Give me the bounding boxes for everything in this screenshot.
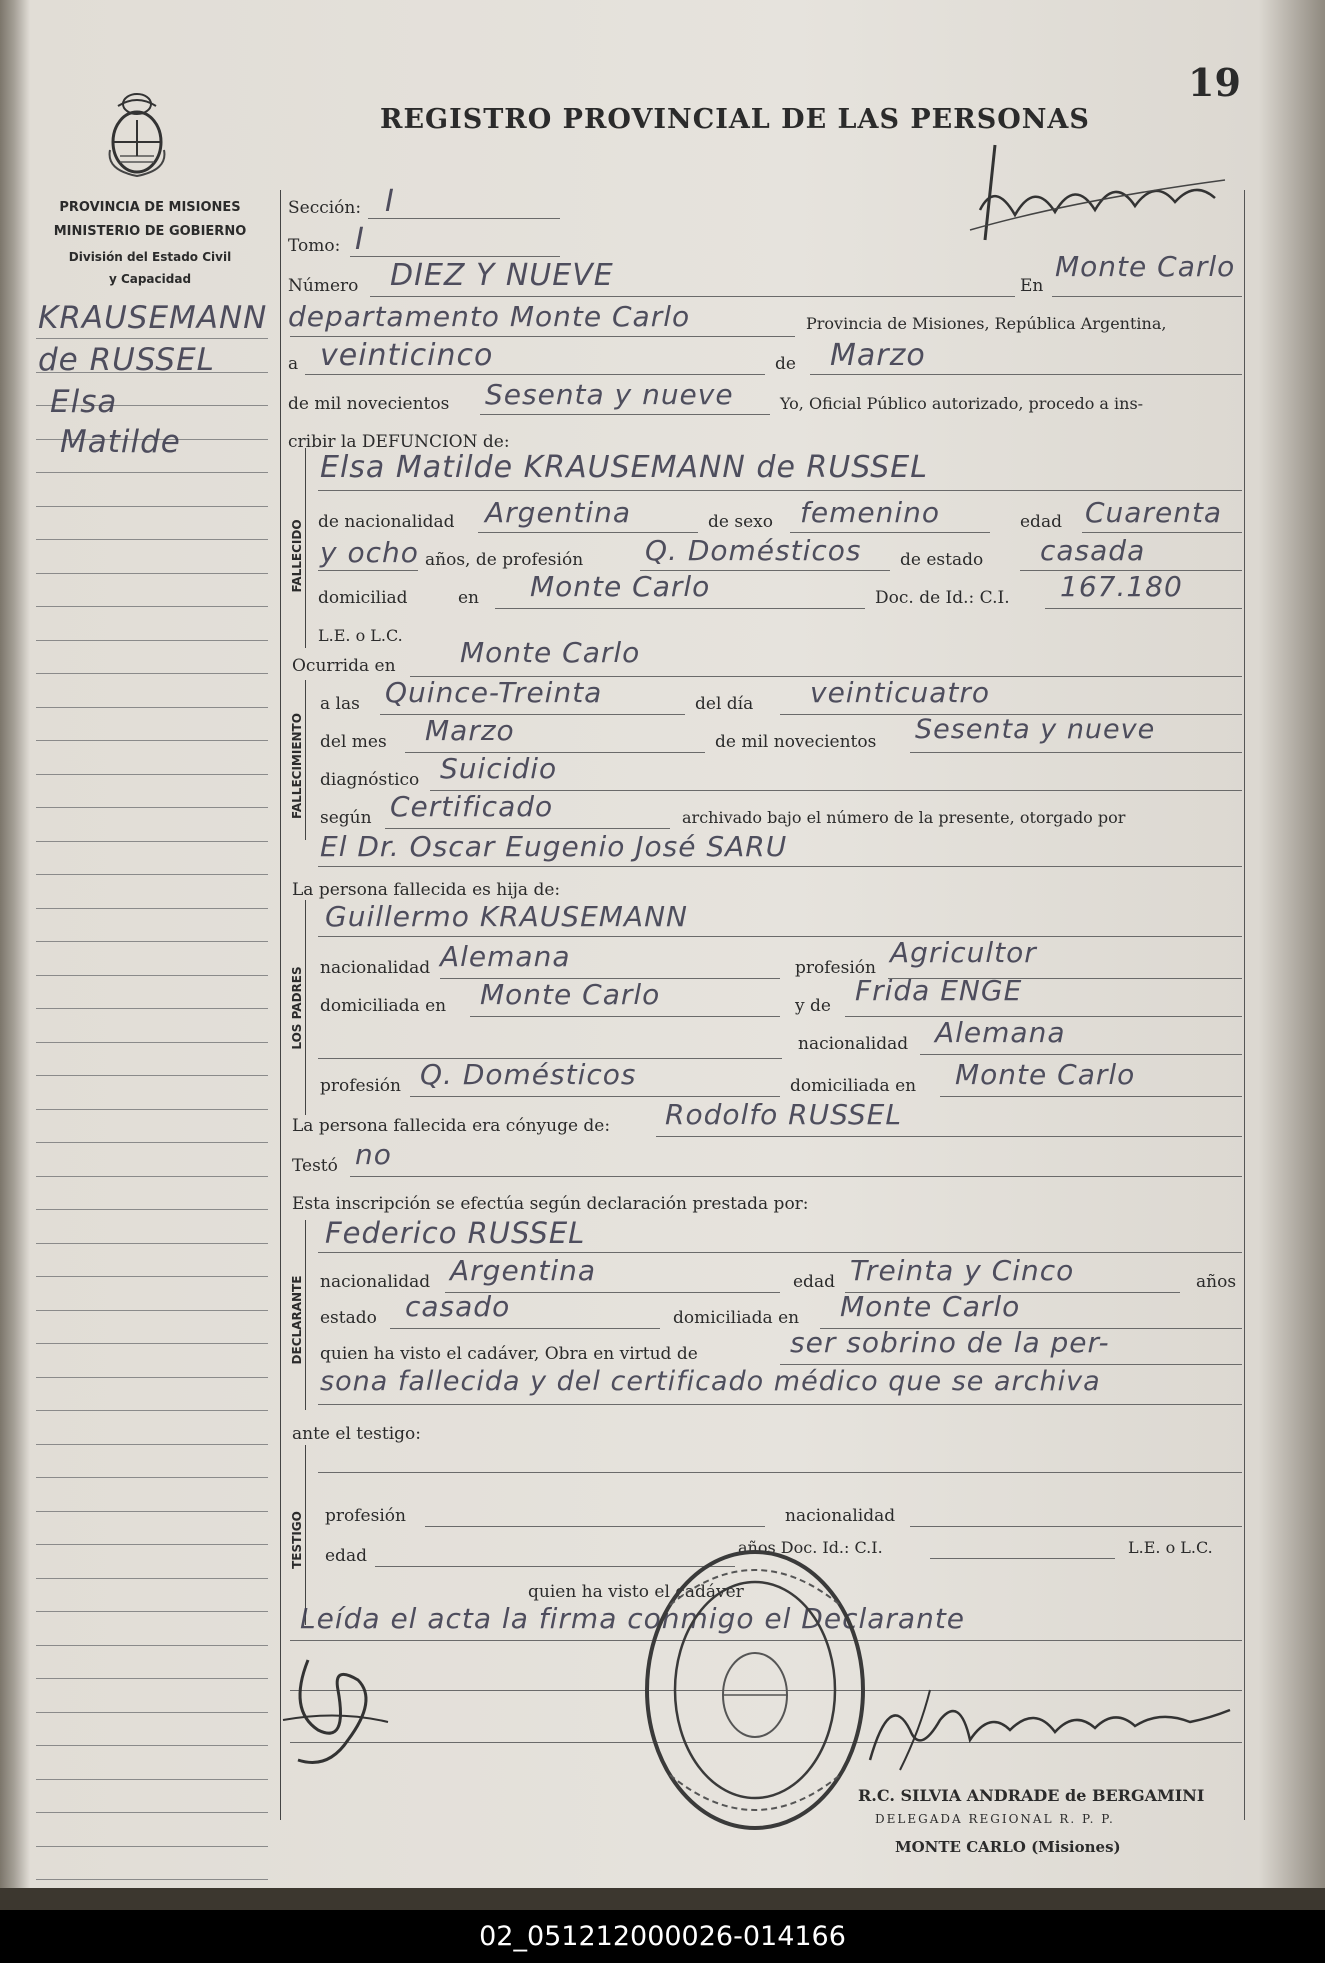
- ci-testigo-rule: [930, 1558, 1115, 1559]
- margin-rule: [36, 807, 268, 808]
- margin-rule: [36, 1544, 268, 1545]
- diagnostico-value: Suicidio: [440, 752, 558, 785]
- cribir-label: cribir la DEFUNCION de:: [288, 432, 510, 452]
- left-header-line3: División del Estado Civil: [68, 250, 232, 264]
- mes-value: Marzo: [830, 338, 926, 373]
- margin-rule: [36, 1678, 268, 1679]
- seccion-value: I: [385, 184, 395, 219]
- margin-rule: [36, 1477, 268, 1478]
- margin-name-line3: Elsa: [50, 384, 118, 420]
- margin-rule: [36, 707, 268, 708]
- margin-rule: [36, 975, 268, 976]
- segun-rule: [385, 828, 670, 829]
- hora-value: Quince-Treinta: [385, 676, 603, 709]
- estado-decl-label: estado: [320, 1308, 377, 1328]
- page-number: 19: [1188, 60, 1241, 105]
- margin-rule: [36, 1712, 268, 1713]
- declarante-rule: [318, 1252, 1242, 1253]
- domiciliad-label: domiciliad: [318, 588, 408, 608]
- conyuge-value: Rodolfo RUSSEL: [665, 1098, 902, 1131]
- obra2-value: sona fallecida y del certificado médico que se archiva: [320, 1366, 1101, 1397]
- madre-value: Frida ENGE: [855, 974, 1023, 1007]
- margin-rule: [36, 1645, 268, 1646]
- margin-rule: [36, 874, 268, 875]
- edad-testigo-label: edad: [325, 1546, 367, 1566]
- de-label: de: [775, 354, 796, 374]
- medico-rule: [318, 866, 1242, 867]
- le-lc-label: L.E. o L.C.: [318, 626, 403, 645]
- del-mes-label: del mes: [320, 732, 387, 752]
- profesion-value: Q. Domésticos: [645, 534, 862, 567]
- edad2-value: y ocho: [320, 536, 419, 569]
- en-value: Monte Carlo: [1055, 250, 1236, 283]
- official-signature-icon: [860, 1670, 1240, 1780]
- edad-label: edad: [1020, 512, 1062, 532]
- dia-fallec-value: veinticuatro: [810, 676, 990, 709]
- registrar-signature-icon: [955, 140, 1235, 250]
- seccion-rule: [368, 218, 560, 219]
- margin-rule: [36, 1243, 268, 1244]
- numero-value: DIEZ Y NUEVE: [390, 258, 614, 293]
- profesion-padre-label: profesión: [795, 958, 876, 978]
- edad2-rule: [318, 570, 418, 571]
- margin-rule: [36, 1310, 268, 1311]
- domiciliada-madre-label: domiciliada en: [790, 1076, 917, 1096]
- nacionalidad-value: Argentina: [485, 496, 632, 529]
- profesion-madre-rule: [410, 1096, 780, 1097]
- official-role: DELEGADA REGIONAL R. P. P.: [875, 1812, 1115, 1826]
- anio-rule: [480, 414, 770, 415]
- testigo-label: TESTIGO: [290, 1511, 304, 1569]
- left-header-line1: PROVINCIA DE MISIONES: [59, 200, 241, 215]
- conyuge-label: La persona fallecida era cónyuge de:: [292, 1116, 611, 1136]
- sexo-value: femenino: [800, 496, 940, 529]
- column-divider: [280, 190, 281, 1820]
- obra2-rule: [318, 1404, 1242, 1405]
- decl-dom-value: Monte Carlo: [840, 1290, 1021, 1323]
- fallecida-name-rule: [318, 490, 1242, 491]
- leida-value: Leída el acta la firma conmigo el Declarante: [300, 1602, 966, 1635]
- ocurrida-label: Ocurrida en: [292, 656, 396, 676]
- mes-rule: [810, 374, 1242, 375]
- declarante-value: Federico RUSSEL: [325, 1216, 586, 1250]
- madre-prof-value: Q. Domésticos: [420, 1058, 637, 1091]
- anos-profesion-label: años, de profesión: [425, 550, 584, 570]
- conyuge-rule: [656, 1136, 1242, 1137]
- margin-rule: [36, 506, 268, 507]
- de-nacionalidad-label: de nacionalidad: [318, 512, 455, 532]
- official-stamp-icon: [640, 1545, 870, 1835]
- provincia-label: Provincia de Misiones, República Argentina,: [806, 314, 1167, 333]
- madre-nac-value: Alemana: [935, 1016, 1066, 1049]
- margin-rule: [36, 573, 268, 574]
- decl-nac-value: Argentina: [450, 1254, 597, 1287]
- tomo-label: Tomo:: [288, 236, 341, 256]
- le-lc-testigo-label: L.E. o L.C.: [1128, 1538, 1213, 1557]
- en-label: En: [1020, 276, 1044, 296]
- margin-name-line1: KRAUSEMANN: [38, 300, 268, 336]
- margin-rule: [36, 1343, 268, 1344]
- margin-rule: [36, 1109, 268, 1110]
- domicilio-value: Monte Carlo: [530, 570, 711, 603]
- tomo-rule: [350, 256, 560, 257]
- quien-visto-label: quien ha visto el cadáver, Obra en virtud de: [320, 1344, 698, 1364]
- nacionalidad-padre-label: nacionalidad: [320, 958, 431, 978]
- tomo-value: I: [355, 222, 365, 257]
- margin-rule: [36, 1745, 268, 1746]
- padre-dom-value: Monte Carlo: [480, 978, 661, 1011]
- nacionalidad-madre-rule: [920, 1054, 1242, 1055]
- margin-rule: [36, 1276, 268, 1277]
- yo-oficial-label: Yo, Oficial Público autorizado, procedo a ins-: [780, 394, 1144, 413]
- book-edge: [0, 1888, 1325, 1910]
- left-header-line2: MINISTERIO DE GOBIERNO: [53, 224, 247, 239]
- left-header-line4: y Capacidad: [108, 272, 192, 286]
- margin-rule: [36, 1410, 268, 1411]
- margin-rule: [36, 1209, 268, 1210]
- ocurrida-value: Monte Carlo: [460, 636, 641, 669]
- anos-doc-label: años Doc. Id.: C.I.: [738, 1538, 883, 1557]
- declarante-label: DECLARANTE: [290, 1275, 304, 1365]
- ante-testigo-label: ante el testigo:: [292, 1424, 422, 1444]
- margin-rule: [36, 908, 268, 909]
- margin-rule: [36, 1377, 268, 1378]
- fallecida-name-value: Elsa Matilde KRAUSEMANN de RUSSEL: [320, 450, 928, 485]
- archivado-label: archivado bajo el número de la presente, otorgado por: [682, 808, 1126, 827]
- profesion-testigo-rule: [425, 1526, 765, 1527]
- obra-rule: [780, 1364, 1242, 1365]
- margin-rule: [36, 472, 268, 473]
- doc-id-label: Doc. de Id.: C.I.: [875, 588, 1010, 608]
- testo-rule: [350, 1176, 1242, 1177]
- numero-rule: [370, 296, 1015, 297]
- domicilio-rule: [495, 608, 865, 609]
- margin-rule: [36, 841, 268, 842]
- right-border: [1244, 190, 1245, 1820]
- margin-rule: [36, 1779, 268, 1780]
- nacionalidad-decl-label: nacionalidad: [320, 1272, 431, 1292]
- nacionalidad-testigo-rule: [910, 1526, 1242, 1527]
- margin-rule: [36, 1611, 268, 1612]
- y-de-label: y de: [795, 996, 831, 1016]
- dia-value: veinticinco: [320, 338, 494, 373]
- a-label: a: [288, 354, 299, 374]
- profesion-madre-label: profesión: [320, 1076, 401, 1096]
- margin-rule: [36, 539, 268, 540]
- nacionalidad-madre-label: nacionalidad: [798, 1034, 909, 1054]
- anos-decl-label: años: [1196, 1272, 1237, 1292]
- segun-value: Certificado: [390, 790, 554, 823]
- dia-rule: [305, 374, 765, 375]
- diagnostico-label: diagnóstico: [320, 770, 420, 790]
- inscripcion-label: Esta inscripción se efectúa según declaración prestada por:: [292, 1194, 809, 1214]
- quien-visto2-label: quien ha visto el cadáver: [528, 1582, 744, 1602]
- padre-rule: [318, 936, 1242, 937]
- domicilio-madre-rule: [940, 1096, 1242, 1097]
- de-estado-label: de estado: [900, 550, 984, 570]
- margin-rule: [36, 1075, 268, 1076]
- margin-rule: [36, 740, 268, 741]
- domicilio-padre-rule: [470, 1016, 780, 1017]
- fallecido-label: FALLECIDO: [290, 519, 304, 593]
- decl-edad-value: Treinta y Cinco: [850, 1254, 1075, 1287]
- medico-value: El Dr. Oscar Eugenio José SARU: [320, 830, 788, 863]
- ci-rule: [1045, 608, 1242, 609]
- fallecimiento-label: FALLECIMIENTO: [290, 713, 304, 819]
- testigo-name-rule: [318, 1472, 1242, 1473]
- padres-label: LOS PADRES: [290, 966, 304, 1050]
- margin-rule: [36, 338, 268, 339]
- margin-rule: [36, 1846, 268, 1847]
- anio-fallec-rule: [910, 752, 1242, 753]
- margin-rule: [36, 1511, 268, 1512]
- coat-of-arms-icon: [106, 90, 168, 182]
- de-mil2-label: de mil novecientos: [715, 732, 877, 752]
- decl-estado-value: casado: [405, 1290, 511, 1323]
- en2-label: en: [458, 588, 480, 608]
- margin-name-line2: de RUSSEL: [38, 342, 215, 378]
- margin-rule: [36, 1444, 268, 1445]
- a-las-label: a las: [320, 694, 360, 714]
- padre-prof-value: Agricultor: [890, 936, 1037, 969]
- margin-name-line4: Matilde: [60, 424, 181, 460]
- segun-label: según: [320, 808, 372, 828]
- departamento-rule: [290, 336, 795, 337]
- official-name: R.C. SILVIA ANDRADE de BERGAMINI: [858, 1786, 1205, 1805]
- margin-rule: [36, 673, 268, 674]
- margin-rule: [36, 1578, 268, 1579]
- testo-label: Testó: [292, 1156, 338, 1176]
- del-dia-label: del día: [695, 694, 754, 714]
- page-title: REGISTRO PROVINCIAL DE LAS PERSONAS: [380, 104, 1090, 135]
- domiciliada-decl-label: domiciliada en: [673, 1308, 800, 1328]
- edad-rule: [1082, 532, 1242, 533]
- de-mil-label: de mil novecientos: [288, 394, 450, 414]
- margin-rule: [36, 1042, 268, 1043]
- profesion-testigo-label: profesión: [325, 1506, 406, 1526]
- nacionalidad-testigo-label: nacionalidad: [785, 1506, 896, 1526]
- edad-decl-label: edad: [793, 1272, 835, 1292]
- en-rule: [1052, 296, 1242, 297]
- ci-value: 167.180: [1060, 570, 1183, 603]
- margin-rule: [36, 1176, 268, 1177]
- declarant-signature-icon: [278, 1650, 398, 1780]
- hija-de-label: La persona fallecida es hija de:: [292, 880, 561, 900]
- edad-value: Cuarenta: [1085, 496, 1223, 529]
- official-place: MONTE CARLO (Misiones): [895, 1838, 1121, 1856]
- estado-value: casada: [1040, 534, 1146, 567]
- departamento-value: departamento Monte Carlo: [288, 300, 691, 333]
- sexo-rule: [790, 532, 990, 533]
- padre-value: Guillermo KRAUSEMANN: [325, 900, 688, 933]
- numero-label: Número: [288, 276, 359, 296]
- estado-decl-rule: [390, 1328, 660, 1329]
- margin-rule: [36, 1008, 268, 1009]
- margin-rule: [36, 1142, 268, 1143]
- margin-rule: [36, 1879, 268, 1880]
- margin-rule: [36, 774, 268, 775]
- padre-nac-value: Alemana: [440, 940, 571, 973]
- image-caption: 02_051212000026-014166: [0, 1910, 1325, 1963]
- anio-fallec-value: Sesenta y nueve: [915, 714, 1156, 745]
- anio-value: Sesenta y nueve: [485, 378, 734, 411]
- madre-dom-value: Monte Carlo: [955, 1058, 1136, 1091]
- de-sexo-label: de sexo: [708, 512, 773, 532]
- margin-rule: [36, 1812, 268, 1813]
- margin-rule: [36, 941, 268, 942]
- mes-fallec-value: Marzo: [425, 714, 515, 747]
- domiciliada-padre-label: domiciliada en: [320, 996, 447, 1016]
- margin-rule: [36, 606, 268, 607]
- seccion-label: Sección:: [288, 198, 362, 218]
- testo-value: no: [355, 1138, 392, 1171]
- margin-rule: [36, 640, 268, 641]
- nacionalidad-rule: [478, 532, 698, 533]
- obra1-value: ser sobrino de la per-: [790, 1326, 1110, 1359]
